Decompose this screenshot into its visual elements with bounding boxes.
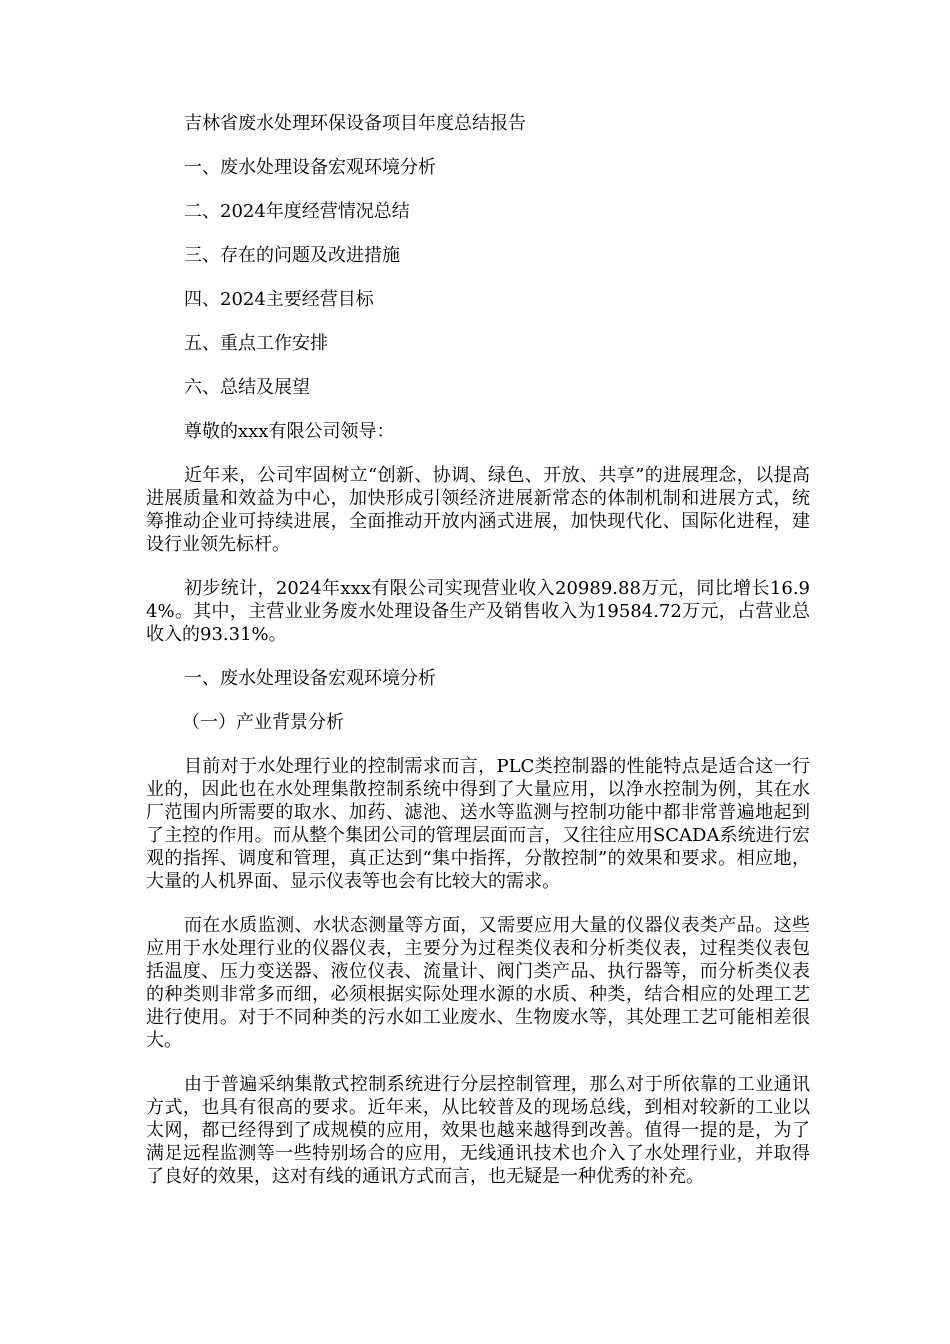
section-heading: 一、废水处理设备宏观环境分析 xyxy=(184,668,436,689)
toc-item-4: 四、2024主要经营目标 xyxy=(184,289,374,310)
toc-item-3: 三、存在的问题及改进措施 xyxy=(184,245,400,266)
toc-item-5: 五、重点工作安排 xyxy=(184,333,328,354)
document-title: 吉林省废水处理环保设备项目年度总结报告 xyxy=(184,113,526,134)
subsection-heading: （一）产业背景分析 xyxy=(182,712,344,733)
body-paragraph-communication: 由于普遍采纳集散式控制系统进行分层控制管理，那么对于所依靠的工业通讯方式，也具有很高的要求。近年来，从比较普及的现场总线，到相对较新的工业以太网，都已经得到了成规模的应用，效果也越来越得到改善。值得一提的是，为了满足远程监测等一些特别场合的应用，无线通讯技术也介入了水处理行业，并取得了良好的效果，这对有线的通讯方式而言，也无疑是一种优秀的补充。 xyxy=(146,1074,810,1187)
intro-paragraph: 近年来，公司牢固树立“创新、协调、绿色、开放、共享”的进展理念，以提高进展质量和效益为中心，加快形成引领经济进展新常态的体制机制和进展方式，统筹推动企业可持续进展，全面推动开放内涵式进展，加快现代化、国际化进程，建设行业领先标杆。 xyxy=(146,465,810,555)
salutation: 尊敬的xxx有限公司领导： xyxy=(184,421,395,442)
toc-item-2: 二、2024年度经营情况总结 xyxy=(184,201,410,222)
toc-item-1: 一、废水处理设备宏观环境分析 xyxy=(184,157,436,178)
body-paragraph-control: 目前对于水处理行业的控制需求而言，PLC类控制器的性能特点是适合这一行业的，因此也在水处理集散控制系统中得到了大量应用，以净水控制为例，其在水厂范围内所需要的取水、加药、滤池、送水等监测与控制功能中都非常普遍地起到了主控的作用。而从整个集团公司的管理层面而言，又往往应用SCADA系统进行宏观的指挥、调度和管理，真正达到“集中指挥，分散控制”的效果和要求。相应地，大量的人机界面、显示仪表等也会有比较大的需求。 xyxy=(146,756,810,892)
toc-item-6: 六、总结及展望 xyxy=(184,377,310,398)
statistics-paragraph: 初步统计，2024年xxx有限公司实现营业收入20989.88万元，同比增长16.94%。其中，主营业业务废水处理设备生产及销售收入为19584.72万元，占营业总收入的93.31%。 xyxy=(146,578,810,645)
body-paragraph-instruments: 而在水质监测、水状态测量等方面，又需要应用大量的仪器仪表类产品。这些应用于水处理行业的仪器仪表，主要分为过程类仪表和分析类仪表，过程类仪表包括温度、压力变送器、液位仪表、流量计、阀门类产品、执行器等，而分析类仪表的种类则非常多而细，必须根据实际处理水源的水质、种类，结合相应的处理工艺进行使用。对于不同种类的污水如工业废水、生物废水等，其处理工艺可能相差很大。 xyxy=(146,915,810,1051)
document-page xyxy=(146,112,810,1209)
